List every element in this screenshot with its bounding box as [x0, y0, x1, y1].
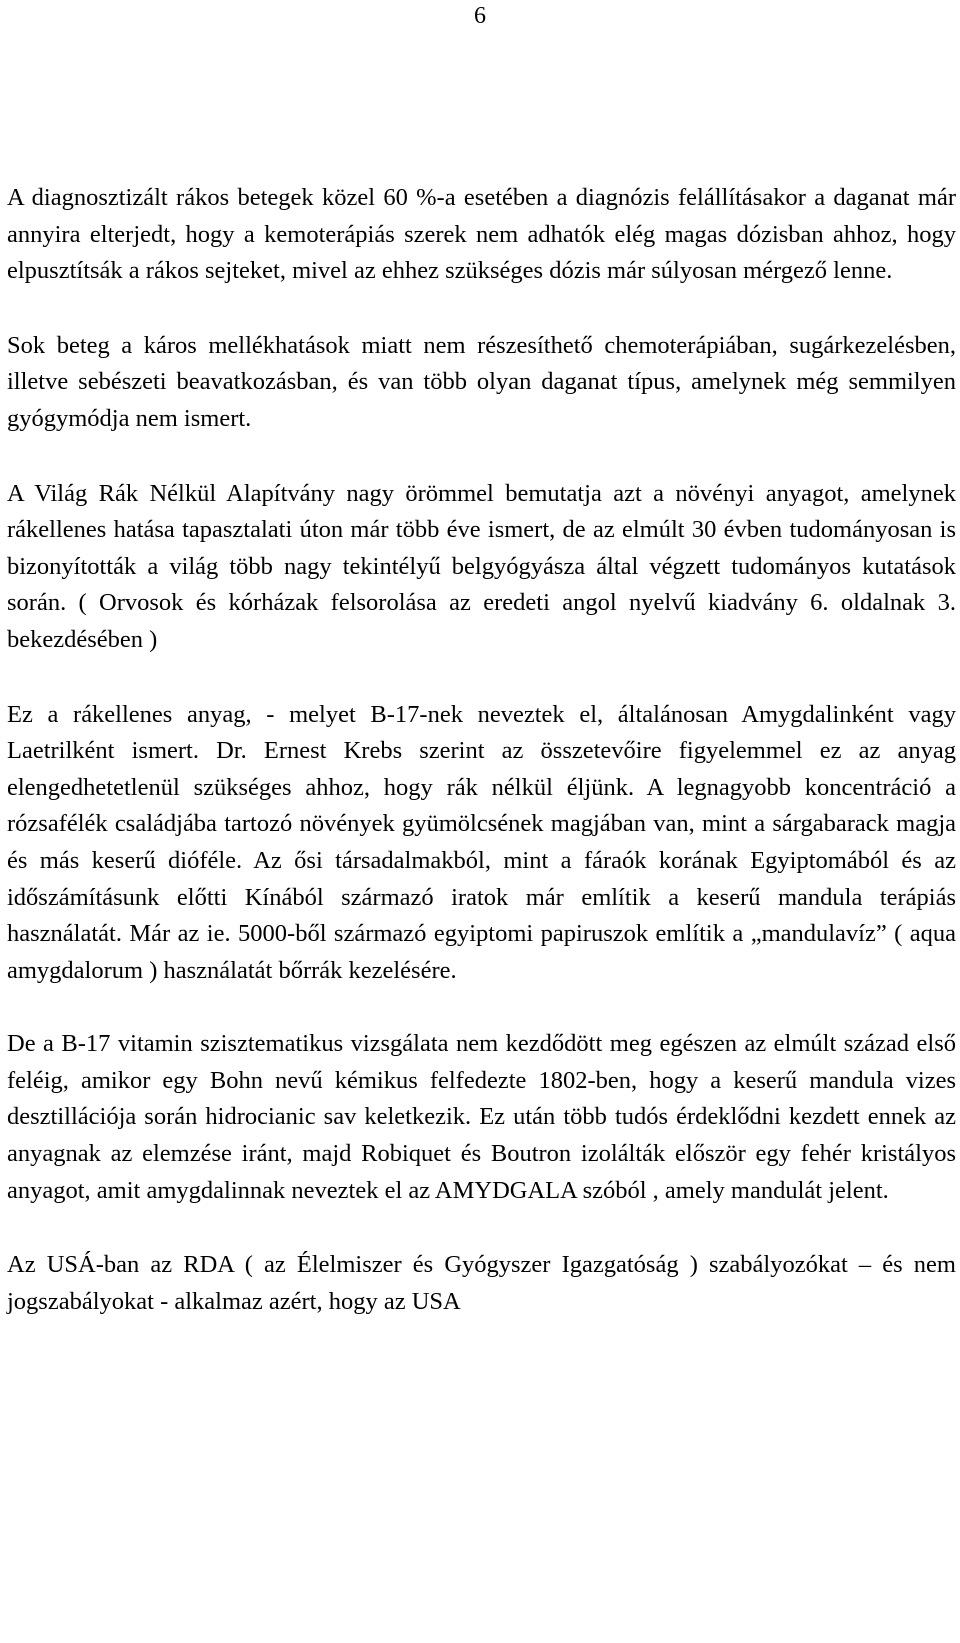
paragraph-b17-amygdalin: Ez a rákellenes anyag, - melyet B-17-nek neveztek el, általánosan Amygdalinként vagy Laetrilként ismert. Dr. Ernest Krebs szerint az összetevőire figyelemmel ez az anyag elengedhetetlenül szükséges ahhoz, hogy rák nélkül éljünk. A legnagyobb koncentráció a rózsafélék családjába tartozó növények gyümölcsének magjában van, mint a sárgabarack magja és más keserű dióféle. Az ősi társadalmakból, mint a fáraók korának Egyiptomából és az időszámításunk előtti Kínából származó iratok már említik a keserű mandula terápiás használatát. Már az ie. 5000-ből származó egyiptomi papiruszok említik a „mandulavíz” ( aqua amygdalorum ) használatát bőrrák kezelésére. — [7, 700, 956, 984]
paragraph-rda: Az USÁ-ban az RDA ( az Élelmiszer és Gyógyszer Igazgatóság ) szabályozókat – és nem jogszabályokat - alkalmaz azért, hogy az USA — [7, 1251, 956, 1315]
page-number: 6 — [474, 3, 486, 29]
body-text — [7, 180, 956, 1358]
paragraph-history: De a B-17 vitamin szisztematikus vizsgálata nem kezdődött meg egészen az elmúlt század első feléig, amikor egy Bohn nevű kémikus felfedezte 1802-ben, hogy a keserű mandula vizes desztillációja során hidrocianic sav keletkezik. Ez után több tudós érdeklődni kezdett ennek az anyagnak az elemzése iránt, majd Robiquet és Boutron izolálták először egy fehér kristályos anyagot, amit amygdalinnak neveztek el az AMYDGALA szóból , amely mandulát jelent. — [7, 1030, 956, 1204]
paragraph-diagnosis: A diagnosztizált rákos betegek közel 60 %-a esetében a diagnózis felállításakor a daganat már annyira elterjedt, hogy a kemoterápiás szerek nem adhatók elég magas dózisban ahhoz, hogy elpusztítsák a rákos sejteket, mivel az ehhez szükséges dózis már súlyosan mérgező lenne. — [7, 184, 956, 285]
paragraph-side-effects: Sok beteg a káros mellékhatások miatt nem részesíthető chemoterápiában, sugárkezelésben, illetve sebészeti beavatkozásban, és van több olyan daganat típus, amelynek még semmilyen gyógymódja nem ismert. — [7, 331, 956, 432]
paragraph-foundation: A Világ Rák Nélkül Alapítvány nagy örömmel bemutatja azt a növényi anyagot, amelynek rákellenes hatása tapasztalati úton már több éve ismert, de az elmúlt 30 évben tudományosan is bizonyították a világ több nagy tekintélyű belgyógyásza által végzett tudományos kutatások során. ( Orvosok és kórházak felsorolása az eredeti angol nyelvű kiadvány 6. oldalnak 3. bekezdésében ) — [7, 479, 956, 653]
